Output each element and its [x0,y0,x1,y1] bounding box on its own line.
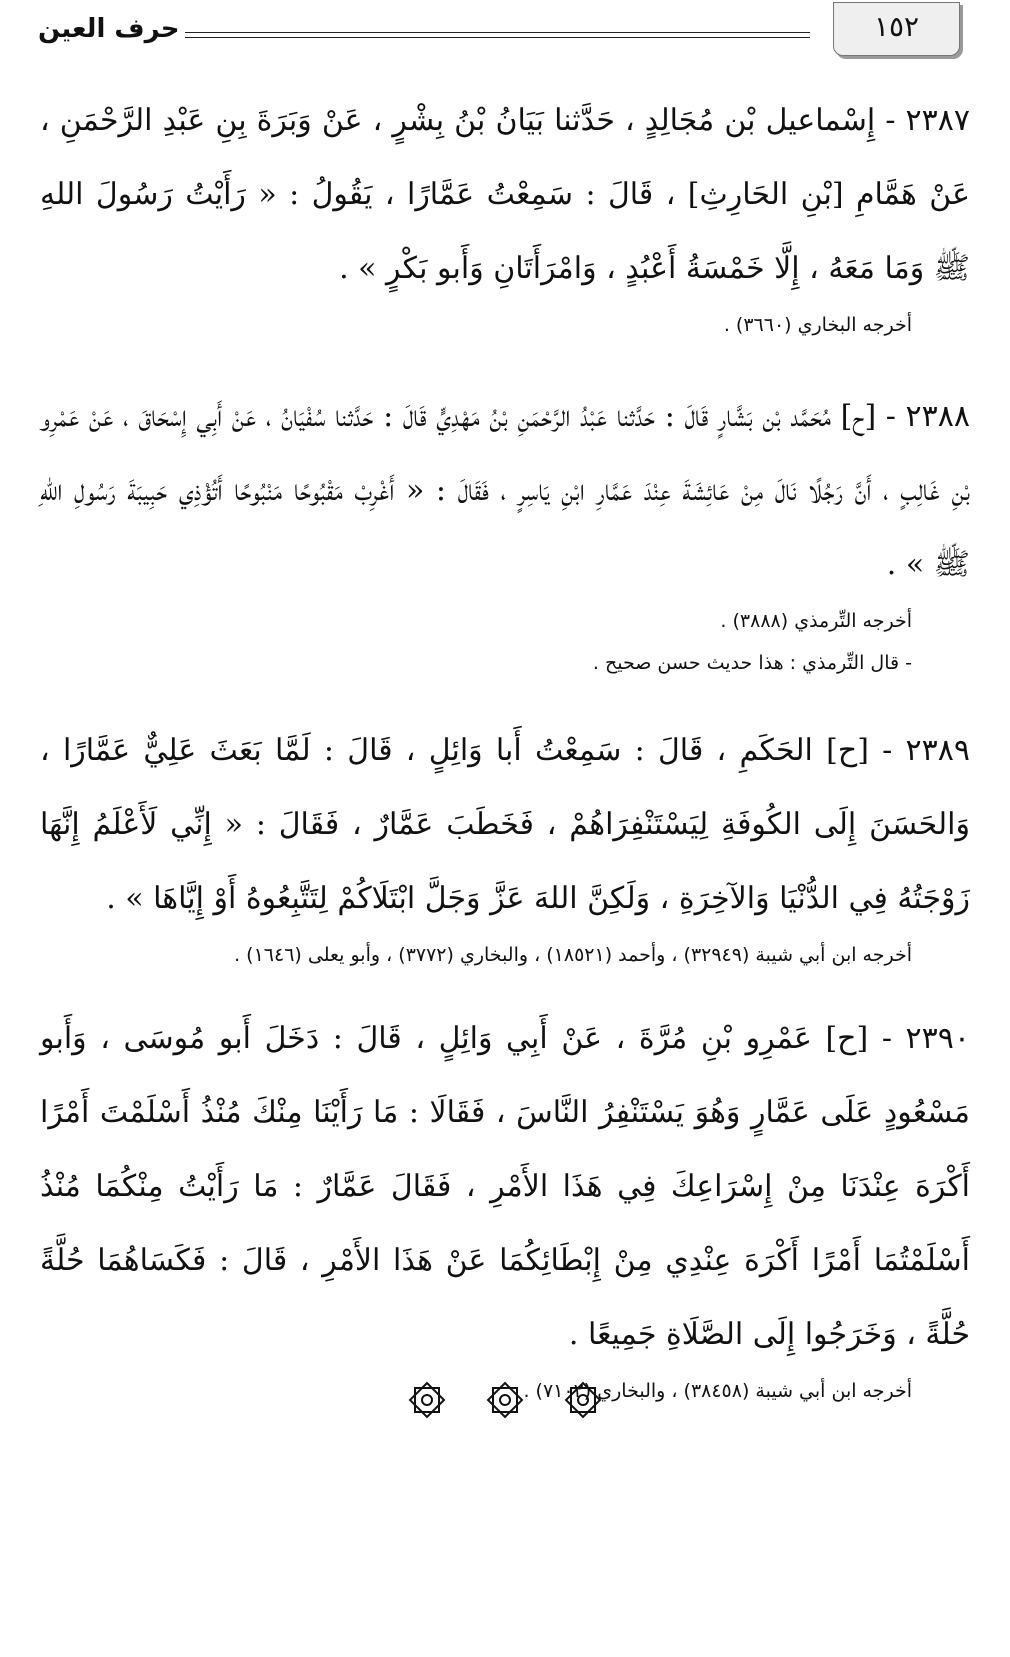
hadith-text [40,714,970,936]
hadith-entry [40,1002,970,1408]
header-divider [185,32,810,38]
hadith-body: عَمْرِو بْنِ مُرَّةَ ، عَنْ أَبِي وَائِلٍ ، قَالَ : دَخَلَ أَبو مُوسَى ، وَأَبو مَسْعُودٍ عَلَى عَمَّارٍ وَهُوَ يَسْتَنْفِرُ النَّاسَ ، فَقَالَا : مَا رَأَيْنَا مِنْكَ مُنْذُ أَسْلَمْتَ أَمْرًا أَكْرَهَ عِنْدَنَا مِنْ إِسْرَاعِكَ فِي هَذَا الأَمْرِ ، فَقَالَ عَمَّارٌ : مَا رَأَيْتُ مِنْكُمَا مُنْذُ أَسْلَمْتُمَا أَمْرًا أَكْرَهَ عِنْدِي مِنْ إِبْطَائِكُمَا عَنْ هَذَا الأَمْرِ ، قَالَ : فَكَسَاهُمَا حُلَّةً حُلَّةً ، وَخَرَجُوا إِلَى الصَّلَاةِ جَمِيعًا . [40,1021,970,1352]
hadith-number: ٢٣٨٩ - [ح] [826,733,970,768]
hadith-body: إِسْماعيل بْن مُجَالِدٍ ، حَدَّثنا بَيَانُ بْنُ بِشْرٍ ، عَنْ وَبَرَةَ بِنِ عَبْدِ الرَّحْمَنِ ، عَنْ هَمَّامِ [بْنِ الحَارِثِ] ، قَالَ : سَمِعْتُ عَمَّارًا ، يَقُولُ : « رَأَيْتُ رَسُولَ اللهِ ﷺ وَمَا مَعَهُ ، إِلَّا خَمْسَةُ أَعْبُدٍ ، وَامْرَأَتَانِ وَأَبو بَكْرٍ » . [40,103,970,286]
octagram-icon [485,1380,525,1420]
hadith-body: مُحَمَّد بْن بَشَّارٍ قَالَ : حَدَّثنا عَبْدُ الرَّحْمَنِ بْنُ مَهْدِيٍّ قَالَ : حَدَّثنا سُفْيَانُ ، عَنْ أَبِي إِسْحَاقَ ، عَنْ عَمْرِو بْنِ غَالِبٍ ، أَنَّ رَجُلًا نَالَ مِنْ عَائِشَةَ عِنْدَ عَمَّارِ ابْنِ يَاسِرٍ ، فَقَالَ : « أَغْرِبْ مَقْبُوحًا مَنْبُوحًا أَتُؤْذِي حَبِيبَةَ رَسُولِ اللهِ ﷺ » . [40,399,970,582]
hadith-body: الحَكَمِ ، قَالَ : سَمِعْتُ أَبا وَائِلٍ ، قَالَ : لَمَّا بَعَثَ عَلِيٌّ عَمَّارًا ، وَالحَسَنَ إِلَى الكُوفَةِ لِيَسْتَنْفِرَاهُمْ ، فَخَطَبَ عَمَّارٌ ، فَقَالَ : « إِنِّي لَأَعْلَمُ إِنَّهَا زَوْجَتُهُ فِي الدُّنْيَا وَالآخِرَةِ ، وَلَكِنَّ اللهَ عَزَّ وَجَلَّ ابْتَلَاكُمْ لِتَتَّبِعُوهُ أَوْ إِيَّاهَا » . [40,733,970,916]
page-number: ١٥٢ [833,2,960,56]
grading-note: - قال التِّرمذي : هذا حديث حسن صحيح . [592,652,912,674]
takhrij-note: أخرجه ابن أبي شيبة (٣٨٤٥٨) ، والبخاري (٧١٠٢) . [523,1380,912,1402]
page-content [40,84,970,1408]
hadith-entry [40,714,970,972]
page-header [0,0,1010,70]
hadith-number: ٢٣٩٠ - [ح] [825,1021,970,1056]
hadith-entry [40,380,970,682]
hadith-text [40,1002,970,1372]
section-end-ornaments [0,1380,1010,1420]
takhrij-note: أخرجه ابن أبي شيبة (٣٢٩٤٩) ، وأحمد (١٨٥٢١) ، والبخاري (٣٧٧٢) ، وأبو يعلى (١٦٤٦) . [234,944,912,966]
hadith-entry [40,84,970,342]
hadith-text [40,84,970,306]
hadith-number: ٢٣٨٧ - [885,103,970,138]
hadith-number: ٢٣٨٨ - [ح] [840,399,970,434]
takhrij-note: أخرجه البخاري (٣٦٦٠) . [723,314,912,336]
octagram-icon [563,1380,603,1420]
section-title: حرف العين [38,14,180,44]
takhrij-note: أخرجه التِّرمذي (٣٨٨٨) . [720,610,912,632]
hadith-text [40,380,970,602]
octagram-icon [407,1380,447,1420]
